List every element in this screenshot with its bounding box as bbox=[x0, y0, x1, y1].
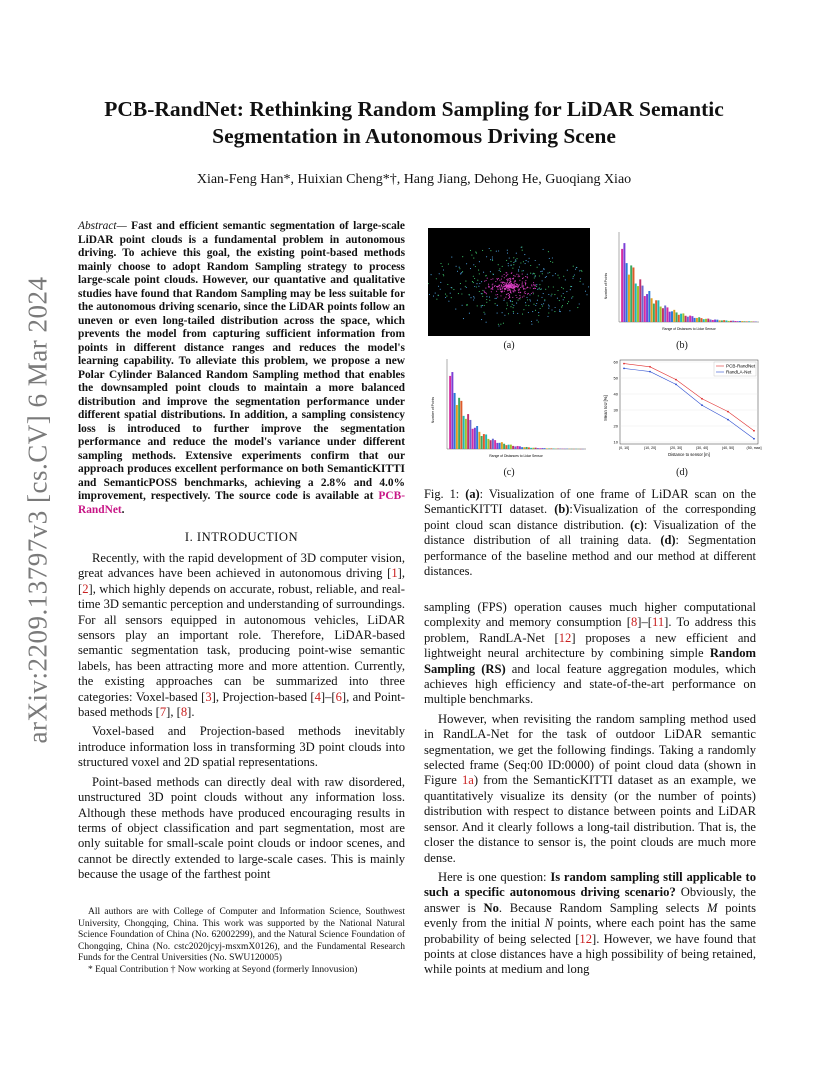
histogram-bar bbox=[646, 294, 648, 322]
subfigure-label-c: (c) bbox=[503, 467, 515, 478]
citation-link[interactable]: 1 bbox=[391, 566, 398, 581]
legend-pcb: PCB-RandNet bbox=[726, 363, 756, 369]
citation-link[interactable]: 7 bbox=[159, 705, 167, 720]
histogram-bar bbox=[707, 319, 709, 322]
histogram-bar bbox=[653, 304, 655, 322]
line-chart-d bbox=[602, 356, 762, 460]
histogram-bar bbox=[685, 316, 687, 322]
histogram-bar bbox=[637, 286, 639, 322]
histogram-bar bbox=[521, 447, 523, 449]
histogram-bar bbox=[660, 307, 662, 322]
histogram-bar bbox=[728, 321, 730, 322]
d-ytick: 60 bbox=[613, 359, 618, 365]
intro-paragraph-3: Point-based methods can directly deal with raw disordered, unstructured 3D point clouds without any information loss. Although these methods have produced encouraging results in terms of object classification and part segmentation, most are only suitable for small-scale point clouds or indoor scenes, and cannot be directly extended to large-scale cases. This is mainly because the usage of the farthest point bbox=[78, 774, 405, 882]
histogram-bar bbox=[463, 416, 465, 449]
citation-link[interactable]: 4 bbox=[314, 689, 321, 704]
histogram-bar bbox=[648, 291, 650, 322]
histogram-bar bbox=[496, 443, 498, 449]
histogram-bar bbox=[741, 321, 743, 322]
histogram-bar bbox=[539, 448, 541, 449]
histogram-bar bbox=[744, 321, 746, 322]
histogram-bar bbox=[510, 445, 512, 449]
histogram-bar bbox=[499, 443, 501, 449]
data-point bbox=[649, 366, 651, 368]
histogram-bar bbox=[712, 320, 714, 322]
data-point bbox=[701, 404, 703, 406]
subfigure-label-a: (a) bbox=[503, 340, 515, 351]
histogram-bar bbox=[528, 447, 530, 449]
histogram-bar bbox=[750, 321, 752, 322]
histogram-bar bbox=[478, 432, 480, 449]
histogram-bar bbox=[644, 296, 646, 322]
citation-link[interactable]: 3 bbox=[205, 689, 212, 704]
data-point bbox=[675, 384, 677, 386]
histogram-bar bbox=[632, 267, 634, 322]
histogram-bar bbox=[476, 426, 478, 449]
data-point bbox=[727, 411, 729, 413]
c-ylabel: Number of Points bbox=[431, 396, 435, 424]
histogram-bar bbox=[451, 372, 453, 449]
histogram-c bbox=[428, 355, 590, 459]
legend-randla: RandLA-Net bbox=[726, 369, 752, 375]
histogram-bar bbox=[465, 419, 467, 449]
b-xlabel: Range of Distances to Lidar Sensor bbox=[662, 327, 716, 331]
histogram-bar bbox=[642, 286, 644, 322]
arxiv-identifier bbox=[18, 270, 58, 750]
histogram-bar bbox=[503, 444, 505, 449]
histogram-bar bbox=[678, 315, 680, 322]
histogram-bar bbox=[721, 320, 723, 322]
figure-link[interactable]: 1a bbox=[461, 773, 474, 788]
histogram-bar bbox=[550, 448, 552, 449]
footnotes bbox=[78, 907, 405, 977]
histogram-bar bbox=[472, 429, 474, 449]
histogram-bar bbox=[716, 320, 718, 322]
d-xlabel: Distance to sensor [m] bbox=[668, 452, 710, 457]
lidar-scan-image bbox=[428, 228, 590, 336]
data-point bbox=[649, 371, 651, 373]
section-heading: I. INTRODUCTION bbox=[184, 530, 299, 544]
intro-paragraph-2: Voxel-based and Projection-based methods inevitably introduce information loss in transforming 3D point clouds into structured voxel and 2D spatial representations. bbox=[78, 724, 405, 770]
histogram-bar bbox=[483, 434, 485, 449]
histogram-bar bbox=[682, 313, 684, 322]
author-list: Xian-Feng Han*, Huixian Cheng*†, Hang Jiang, Dehong He, Guoqiang Xiao bbox=[196, 172, 632, 187]
subfigure-label-d: (d) bbox=[676, 467, 688, 478]
data-point bbox=[623, 363, 625, 365]
histogram-bar bbox=[696, 318, 698, 322]
contribution-footnote: * Equal Contribution † Now working at Seyond (formerly Innovusion) bbox=[88, 964, 358, 975]
affiliation-footnote: All authors are with College of Computer and Information Science, Southwest University, Chongqing, China. This work was supported by the National Natural Science Foundation of China (No. 62002299), and the Natural Science Foundation of Chongqing, China (No. cstc2020jcyj-msxmX0126), and the Fundamental Research Funds for the Central Universities (No. SWU120005) bbox=[78, 907, 405, 964]
histogram-bar bbox=[460, 401, 462, 449]
histogram-bar bbox=[662, 308, 664, 322]
histogram-bar bbox=[680, 314, 682, 322]
data-point bbox=[753, 430, 755, 432]
histogram-bar bbox=[501, 442, 503, 449]
histogram-bar bbox=[544, 448, 546, 449]
histogram-bar bbox=[490, 440, 492, 449]
right-paragraph-3: Here is one question: Is random sampling still applicable to such a specific autonomous driving scenario? Obviously, the answer is No. Because Random Sampling selects M points evenly from the initial N points, where each point has the same probability of being selected [12]. However, we have found that points at close distances have a high possibility of being retained, while points at medium and long bbox=[424, 869, 757, 977]
histogram-bar bbox=[657, 300, 659, 322]
citation-link[interactable]: 8 bbox=[631, 615, 638, 630]
d-ytick: 50 bbox=[613, 375, 618, 381]
histogram-bar bbox=[623, 243, 625, 322]
histogram-bar bbox=[691, 316, 693, 322]
arxiv-id-text: arXiv:2209.13797v3 [cs.CV] 6 Mar 2024 bbox=[22, 276, 53, 744]
d-xtick: (10, 20] bbox=[643, 446, 657, 450]
histogram-bar bbox=[526, 447, 528, 449]
d-ytick: 30 bbox=[613, 407, 618, 413]
histogram-bar bbox=[705, 319, 707, 322]
histogram-bar bbox=[664, 305, 666, 322]
histogram-bar bbox=[676, 312, 678, 322]
d-xtick: (30, 40] bbox=[695, 446, 709, 450]
d-xtick: (20, 30] bbox=[669, 446, 683, 450]
histogram-bar bbox=[454, 393, 456, 449]
histogram-bar bbox=[541, 448, 543, 449]
b-ylabel: Number of Points bbox=[604, 272, 608, 300]
histogram-bar bbox=[748, 321, 750, 322]
histogram-b bbox=[602, 226, 762, 332]
d-ytick: 20 bbox=[613, 423, 618, 429]
abstract: Abstract— Fast and efficient semantic segmentation of large-scale LiDAR point clouds is a fundamental problem in autonomous driving. To achieve this goal, the existing point-based methods mainly choose to adopt Random Sampling strategy to process large-scale point clouds. However, our quantative and qualitative studies have found that Random Sampling may be less suitable for the autonomous driving scenario, since the LiDAR points follow an uneven or even long-tailed distribution across the space, which prevents the model from capturing sufficient information from points in different distance ranges and reduces the model's learning capability. To alleviate this problem, we propose a new Polar Cylinder Balanced Random Sampling method that enables the downsampled point clouds to maintain a more balanced distribution and improve the segmentation performance under different spatial distributions. In addition, a sampling consistency loss is introduced to further improve the segmentation performance and reduce the model's variance under different sampling methods. Extensive experiments confirm that our approach produces excellent performance on both SemanticKITTI and SemanticPOSS benchmarks, achieving a 2.8% and 4.0% improvement, respectively. The source code is available at PCB-RandNet. bbox=[78, 220, 405, 516]
intro-text bbox=[78, 551, 405, 887]
data-point bbox=[701, 398, 703, 400]
histogram-bar bbox=[730, 321, 732, 322]
histogram-bar bbox=[505, 445, 507, 449]
citation-link[interactable]: 12 bbox=[558, 630, 572, 645]
histogram-bar bbox=[523, 447, 525, 449]
histogram-bar bbox=[671, 311, 673, 322]
histogram-bar bbox=[512, 446, 514, 449]
citation-link[interactable]: 12 bbox=[579, 931, 592, 946]
histogram-bar bbox=[548, 448, 550, 449]
histogram-bar bbox=[669, 312, 671, 322]
histogram-bar bbox=[481, 436, 483, 449]
histogram-bar bbox=[485, 434, 487, 449]
histogram-bar bbox=[725, 320, 727, 322]
right-paragraph-1: sampling (FPS) operation causes much higher computational complexity and memory consumption [8]–[11]. To address this problem, RandLA-Net [12] proposes a new efficient and lightweight neural architecture by combining simple Random Sampling (RS) and local feature aggregation modules, which achieves high efficiency and state-of-the-art performance on multiple benchmarks. bbox=[424, 600, 757, 707]
histogram-bar bbox=[723, 320, 725, 322]
histogram-bar bbox=[458, 398, 460, 449]
d-ytick: 40 bbox=[613, 391, 618, 397]
histogram-bar bbox=[651, 298, 653, 322]
histogram-bar bbox=[492, 439, 494, 449]
histogram-bar bbox=[449, 376, 451, 449]
paper-title: PCB-RandNet: Rethinking Random Sampling for LiDAR Semantic Segmentation in Autonomous Driving Scene bbox=[104, 97, 724, 148]
histogram-bar bbox=[467, 414, 469, 449]
citation-link[interactable]: 11 bbox=[651, 615, 665, 630]
citation-link[interactable]: 8 bbox=[180, 705, 188, 720]
d-xtick: (50, max] bbox=[746, 446, 762, 450]
histogram-bar bbox=[703, 319, 705, 322]
right-paragraph-2: However, when revisiting the random sampling method used in RandLA-Net for the task of outdoor LiDAR semantic segmentation, we get the following findings. Taking a randomly selected frame (Seq:00 ID:0000) of point cloud data (shown in Figure 1a) from the SemanticKITTI dataset as an example, we quantitatively visualize its density (or the number of points) distribution with respect to distance between points and LiDAR sensor. And it clearly follows a long-tail distribution. That is, the closer the distance to sensor is, the point clouds are much more dense. bbox=[424, 711, 757, 865]
data-point bbox=[753, 438, 755, 440]
histogram-bar bbox=[700, 318, 702, 322]
histogram-bar bbox=[456, 405, 458, 449]
data-point bbox=[727, 419, 729, 421]
histogram-bar bbox=[714, 320, 716, 322]
histogram-bar bbox=[469, 420, 471, 449]
histogram-bar bbox=[673, 310, 675, 322]
citation-link[interactable]: 6 bbox=[335, 689, 342, 704]
histogram-bar bbox=[666, 307, 668, 322]
histogram-bar bbox=[739, 321, 741, 322]
series-line-1 bbox=[624, 368, 754, 438]
histogram-bar bbox=[628, 275, 630, 322]
abstract-label: Abstract— bbox=[78, 220, 127, 232]
d-xtick: (40, 50] bbox=[721, 446, 735, 450]
histogram-bar bbox=[732, 321, 734, 322]
histogram-bar bbox=[535, 448, 537, 449]
histogram-bar bbox=[655, 300, 657, 322]
histogram-bar bbox=[546, 448, 548, 449]
histogram-bar bbox=[630, 265, 632, 322]
right-column-text bbox=[424, 600, 756, 982]
histogram-bar bbox=[694, 318, 696, 322]
histogram-bar bbox=[508, 445, 510, 449]
histogram-bar bbox=[494, 440, 496, 449]
data-point bbox=[675, 379, 677, 381]
c-xlabel: Range of Distances to Lidar Sensor bbox=[489, 454, 543, 458]
histogram-bar bbox=[487, 439, 489, 449]
histogram-bar bbox=[530, 448, 532, 449]
d-legend bbox=[714, 362, 756, 376]
histogram-bar bbox=[698, 317, 700, 322]
subfigure-label-b: (b) bbox=[676, 340, 688, 351]
histogram-bar bbox=[626, 263, 628, 322]
histogram-bar bbox=[514, 446, 516, 449]
histogram-bar bbox=[737, 321, 739, 322]
histogram-bar bbox=[689, 316, 691, 322]
histogram-bar bbox=[532, 448, 534, 449]
histogram-bar bbox=[519, 446, 521, 449]
intro-paragraph-1: Recently, with the rapid development of 3D computer vision, great advances have been achieved in autonomous driving [1], [2], which highly depends on accurate, robust, reliable, and real-time 3D semantic perception and understanding of surroundings. For all sensors equipped in autonomous vehicles, LiDAR sensors play an important role. Therefore, LiDAR-based semantic segmentation task, producing point-wise semantic labels, has been attracting more and more attention. Currently, the existing approaches can be summarized into three categories: Voxel-based [3], Projection-based [4]–[6], and Point-based methods [7], [8]. bbox=[78, 551, 405, 720]
histogram-bar bbox=[621, 249, 623, 322]
histogram-bar bbox=[719, 320, 721, 322]
histogram-bar bbox=[635, 284, 637, 322]
histogram-bar bbox=[474, 428, 476, 449]
histogram-bar bbox=[710, 319, 712, 322]
d-xtick: (0, 10] bbox=[618, 446, 630, 450]
histogram-bar bbox=[734, 321, 736, 322]
figure-caption: Fig. 1: (a): Visualization of one frame of LiDAR scan on the SemanticKITTI dataset. (b):Visualization of the corresponding point cloud scan distance distribution. (c): Visualization of the distance distribution of all training data. (d): Segmentation performance of the baseline method and our method at different distances. bbox=[424, 487, 757, 579]
histogram-bar bbox=[687, 317, 689, 322]
code-link[interactable]: PCB-RandNet bbox=[78, 490, 405, 516]
citation-link[interactable]: 2 bbox=[82, 581, 89, 596]
histogram-bar bbox=[537, 448, 539, 449]
histogram-bar bbox=[517, 446, 519, 449]
d-ylabel: Mean IoU [%] bbox=[603, 395, 608, 421]
histogram-bar bbox=[746, 321, 748, 322]
data-point bbox=[623, 368, 625, 370]
abstract-text: Fast and efficient semantic segmentation of large-scale LiDAR point clouds is a fundamental problem in autonomous driving. To achieve this goal, the existing point-based methods mainly choose to adopt Random Sampling strategy to process large-scale point clouds. However, our quantative and qualitative studies have found that Random Sampling may be less suitable for the autonomous driving scenario, since the LiDAR points follow an uneven or even long-tailed distribution across the space, which prevents the model from capturing sufficient information from points in different distance ranges and reduces the model's learning capability. To alleviate this problem, we propose a new Polar Cylinder Balanced Random Sampling method that enables the downsampled point clouds to maintain a more balanced distribution and improve the segmentation performance under different spatial distributions. In addition, a sampling consistency loss is introduced to further improve the segmentation performance and reduce the model's variance under different sampling methods. Extensive experiments confirm that our approach produces excellent performance on both SemanticKITTI and SemanticPOSS benchmarks, achieving a 2.8% and 4.0% improvement, respectively. The source code is available at bbox=[78, 220, 405, 502]
histogram-bar bbox=[639, 279, 641, 322]
d-ytick: 10 bbox=[613, 439, 618, 445]
